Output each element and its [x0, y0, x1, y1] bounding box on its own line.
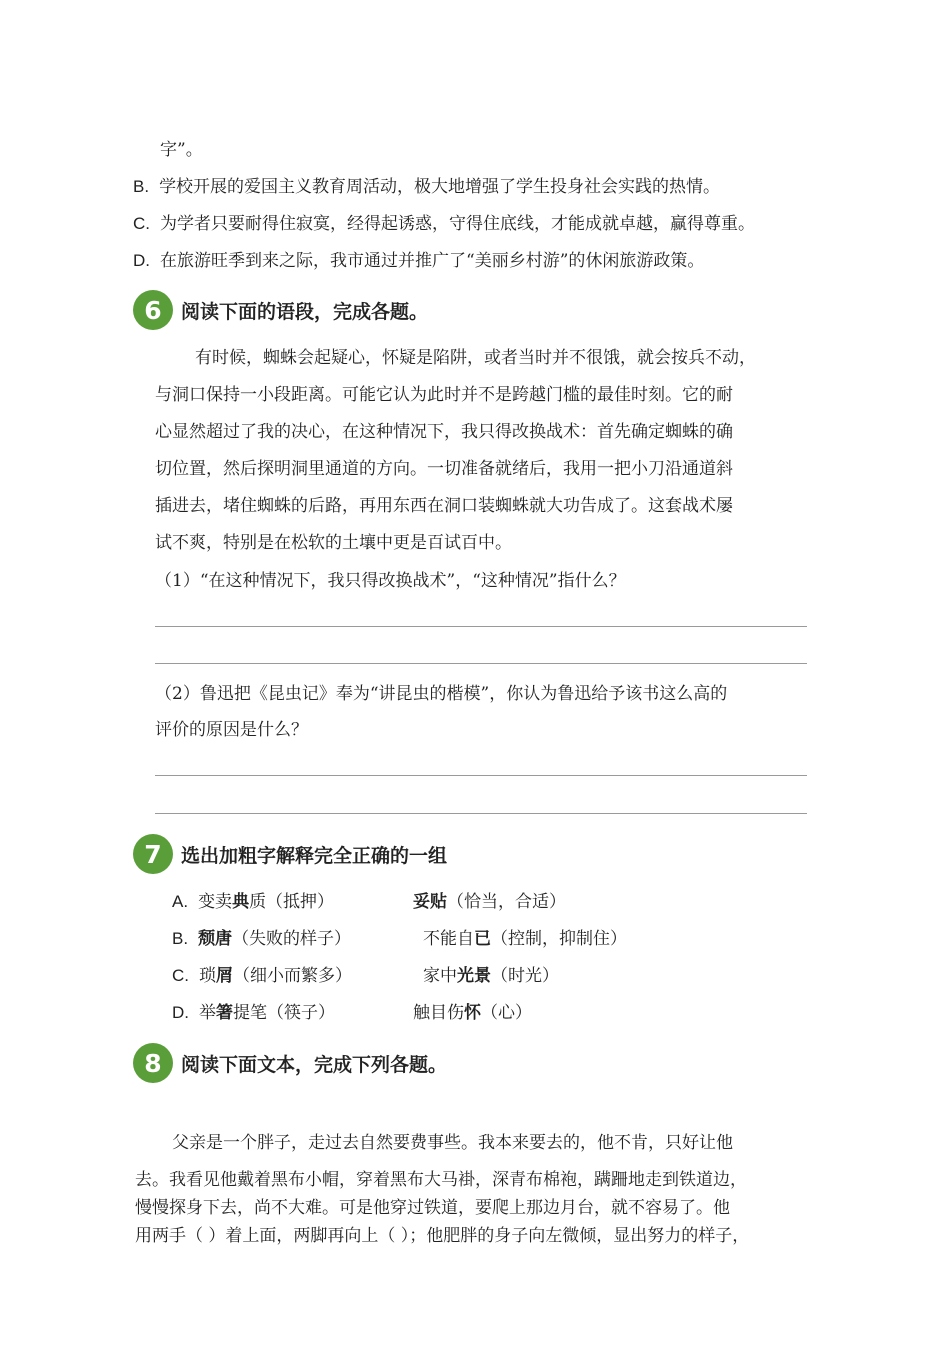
bold-char: 妥贴 — [413, 892, 447, 912]
term-text: 琐 — [199, 966, 216, 986]
passage-line: 有时候，蜘蛛会起疑心，怀疑是陷阱，或者当时并不很饿，就会按兵不动， — [195, 348, 756, 368]
bold-char: 已 — [474, 929, 491, 949]
term-text: （细小而繁多） — [233, 966, 352, 986]
term-text: 提笔（筷子） — [233, 1003, 335, 1023]
option-c-right — [423, 966, 559, 986]
term-text: 不能自 — [423, 929, 474, 949]
term-text: （心） — [481, 1003, 532, 1023]
option-letter: B. — [172, 929, 189, 948]
term-text: 变卖 — [198, 892, 233, 912]
answer-line[interactable] — [155, 663, 807, 664]
passage-line: 试不爽，特别是在松软的土壤中更是百试百中。 — [155, 533, 512, 553]
option-d — [133, 251, 704, 271]
option-letter: C. — [172, 966, 189, 985]
prev-question-continuation: 字”。 — [160, 140, 203, 160]
sub-question-1: （1）“在这种情况下，我只得改换战术”，“这种情况”指什么？ — [155, 571, 626, 591]
passage-line: 心显然超过了我的决心，在这种情况下，我只得改换战术：首先确定蜘蛛的确 — [155, 422, 733, 442]
question-number-badge: 6 — [133, 290, 173, 330]
option-letter: B. — [133, 177, 150, 196]
option-letter: A. — [172, 892, 189, 911]
question-title: 阅读下面的语段，完成各题。 — [181, 300, 429, 323]
option-letter: D. — [172, 1003, 189, 1022]
term-text: （恰当，合适） — [447, 892, 566, 912]
term-text: 触目伤 — [413, 1003, 464, 1023]
term-text: 质（抵押） — [249, 892, 335, 912]
bold-char: 箸 — [216, 1003, 233, 1023]
option-text: 学校开展的爱国主义教育周活动，极大地增强了学生投身社会实践的热情。 — [159, 177, 721, 197]
answer-line[interactable] — [155, 813, 807, 814]
question-title: 选出加粗字解释完全正确的一组 — [181, 844, 448, 867]
option-letter: C. — [133, 214, 150, 233]
option-letter: D. — [133, 251, 150, 270]
option-b — [133, 177, 720, 197]
question-7-header — [133, 834, 447, 874]
term-text: （控制，抑制住） — [491, 929, 627, 949]
option-a-right — [413, 892, 566, 912]
sub-question-2-line-1: （2）鲁迅把《昆虫记》奉为“讲昆虫的楷模”，你认为鲁迅给予该书这么高的 — [155, 684, 728, 704]
term-text: （失败的样子） — [232, 929, 352, 949]
passage-line: 慢慢探身下去，尚不大难。可是他穿过铁道，要爬上那边月台，就不容易了。他 — [135, 1198, 730, 1218]
passage-line: 去。我看见他戴着黑布小帽，穿着黑布大马褂，深青布棉袍，蹒跚地走到铁道边， — [135, 1170, 747, 1190]
option-c — [172, 966, 352, 986]
term-text: 家中 — [423, 966, 457, 986]
bold-char: 光景 — [457, 966, 491, 986]
option-d — [172, 1003, 335, 1023]
question-8-header — [133, 1043, 447, 1083]
term-text: 举 — [199, 1003, 216, 1023]
passage-line: 插进去，堵住蜘蛛的后路，再用东西在洞口装蜘蛛就大功告成了。这套战术屡 — [155, 496, 733, 516]
option-b-right — [423, 929, 627, 949]
answer-line[interactable] — [155, 775, 807, 776]
bold-char: 典 — [232, 892, 250, 912]
passage-line: 用两手（ ）着上面，两脚再向上（ ）；他肥胖的身子向左微倾，显出努力的样子， — [135, 1226, 750, 1246]
question-6-header — [133, 290, 428, 330]
bold-char: 怀 — [464, 1003, 481, 1023]
passage-line: 父亲是一个胖子，走过去自然要费事些。我本来要去的，他不肯，只好让他 — [172, 1133, 733, 1153]
option-text: 在旅游旺季到来之际，我市通过并推广了“美丽乡村游”的休闲旅游政策。 — [160, 251, 705, 271]
bold-char: 颓唐 — [198, 929, 233, 949]
option-c — [133, 214, 755, 234]
bold-char: 屑 — [216, 966, 233, 986]
answer-line[interactable] — [155, 626, 807, 627]
term-text: （时光） — [491, 966, 559, 986]
question-number-badge: 8 — [133, 1043, 173, 1083]
option-b — [172, 929, 351, 949]
option-text: 为学者只要耐得住寂寞，经得起诱惑，守得住底线，才能成就卓越，赢得尊重。 — [160, 214, 755, 234]
option-d-right — [413, 1003, 532, 1023]
question-title: 阅读下面文本，完成下列各题。 — [181, 1053, 448, 1076]
option-a — [172, 892, 334, 912]
question-number-badge: 7 — [133, 834, 173, 874]
passage-line: 与洞口保持一小段距离。可能它认为此时并不是跨越门槛的最佳时刻。它的耐 — [155, 385, 733, 405]
sub-question-2-line-2: 评价的原因是什么？ — [155, 720, 308, 740]
passage-line: 切位置，然后探明洞里通道的方向。一切准备就绪后，我用一把小刀沿通道斜 — [155, 459, 733, 479]
